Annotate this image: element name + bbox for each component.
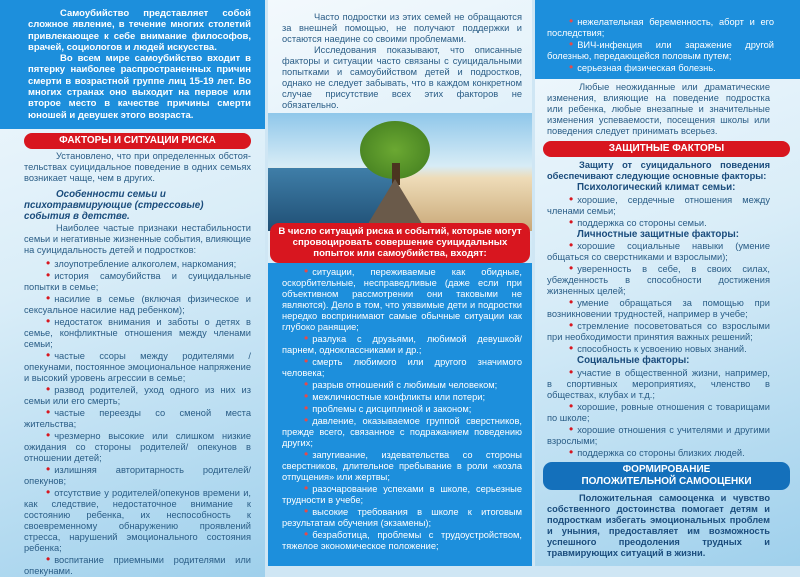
top-items-box xyxy=(535,0,800,79)
bullet-icon: • xyxy=(569,37,574,51)
right-panel xyxy=(535,0,800,566)
list-item xyxy=(547,398,770,424)
list-item xyxy=(282,526,522,552)
bullet-icon: • xyxy=(569,341,574,355)
list-item xyxy=(547,364,770,401)
list-item-text: хорошие, сердечные отношения между членами семьи; xyxy=(547,194,770,216)
bullet-icon: • xyxy=(46,461,51,476)
bullet-icon: • xyxy=(569,60,574,74)
bullet-icon: • xyxy=(46,313,51,328)
list-item xyxy=(282,446,522,483)
self-esteem-header xyxy=(543,462,790,490)
intro-box xyxy=(0,0,265,129)
intro-paragraph: Часто подростки из этих семей не обращаются за внешней помощью, не получают поддержки и остаются наедине со своими проблемами. xyxy=(282,12,522,44)
bullet-icon: • xyxy=(304,353,309,368)
protective-factors-header: ЗАЩИТНЫЕ ФАКТОРЫ xyxy=(543,141,790,157)
list-item-text: хорошие, ровные отношения с товарищами по школе; xyxy=(547,401,770,423)
bullet-icon: • xyxy=(304,412,309,427)
list-item-text: хорошие социальные навыки (умение общаться со сверстниками и взрослыми); xyxy=(547,241,770,262)
list-item xyxy=(282,480,522,506)
bullet-icon: • xyxy=(304,526,309,541)
list-item-text: участие в общественной жизни, например, в спортивных мероприятиях, членство в обществах, клубах и т.д.; xyxy=(547,367,770,400)
family-heading: Особенности семьи и психотравмирующие (стрессовые) события в детстве. xyxy=(24,188,204,223)
bullet-icon: • xyxy=(569,191,574,206)
list-item xyxy=(547,261,770,297)
list-item xyxy=(547,318,770,343)
list-item xyxy=(24,484,251,554)
list-item xyxy=(547,191,770,217)
bullet-icon: • xyxy=(569,364,574,379)
risk-factors-header: ФАКТОРЫ И СИТУАЦИИ РИСКА xyxy=(24,133,251,149)
protect-intro: Защиту от суицидального поведения обеспечивают следующие основные факторы: xyxy=(547,160,770,181)
list-item-text: стремление посоветоваться со взрослыми при необходимости принятия важных решений; xyxy=(547,321,770,342)
list-item xyxy=(547,214,770,229)
bullet-icon: • xyxy=(569,214,574,229)
bullet-icon: • xyxy=(569,261,574,275)
list-item xyxy=(282,400,522,415)
list-item xyxy=(547,421,770,447)
list-item-text: умение обращаться за помощью при возникновении трудностей, например в учебе; xyxy=(547,298,770,319)
list-item-text: отсутствие у родителей/опекунов времени и, как следствие, недостаточное внимание к состоянию ребенка, их неспособность к своевременному обнаружению проявлений стресса, нарушений эмоционального состояния ребенка; xyxy=(24,487,251,553)
bullet-icon: • xyxy=(46,381,51,396)
list-item-text: излишняя авторитарность родителей/опекунов; xyxy=(24,464,251,486)
list-item xyxy=(547,14,774,39)
list-item xyxy=(24,461,251,487)
list-item xyxy=(547,341,770,355)
bullet-icon: • xyxy=(304,446,309,461)
intro-paragraph: Во всем мире самоубийство входит в пятерку наиболее распространенных причин смерти в возрастной группе лиц 15-19 лет. Во многих странах оно выходит на первое или второе место в качестве причины смерти юношей и девушек этого возраста. xyxy=(28,53,251,121)
list-item xyxy=(24,267,251,293)
list-item-text: разрыв отношений с любимым человеком; xyxy=(312,379,498,390)
list-item xyxy=(24,427,251,464)
list-item-text: разлука с друзьями, любимой девушкой/ парнем, одноклассниками и др.; xyxy=(282,333,522,355)
list-item xyxy=(24,404,251,430)
personal-list xyxy=(547,238,770,355)
bullet-icon: • xyxy=(569,444,574,459)
self-esteem-text: Положительная самооценка и чувство собственного достоинства помогает детям и подросткам избегать эмоциональных проблем и уныния, предоставляет им возможность успешного преодоления трудных и травмирующих ситуаций в жизни. xyxy=(547,492,770,558)
personal-heading: Личностные защитные факторы: xyxy=(577,228,739,240)
list-item-text: частые переезды со сменой места жительства; xyxy=(24,407,251,429)
list-item xyxy=(282,376,522,391)
bullet-icon: • xyxy=(569,295,574,309)
list-item xyxy=(547,238,770,263)
list-item xyxy=(282,388,522,403)
list-item-text: ситуации, переживаемые как обидные, оскорбительные, несправедливые (даже если при объективном рассмотрении они таковыми не являются). Дело в том, что уязвимые дети и подростки нередко воспринимают самые обычные ситуации как глубоко ранящие; xyxy=(282,266,522,332)
bullet-icon: • xyxy=(569,238,574,252)
list-item xyxy=(547,60,774,74)
list-item-text: история самоубийства и суицидальные попытки в семье; xyxy=(24,270,251,292)
list-item-text: смерть любимого или другого значимого человека; xyxy=(282,356,522,378)
intro-paragraph: Самоубийство представляет собой сложное явление, в течение многих столетий привлекающее к себе внимание философов, врачей, социологов и людей искусства. xyxy=(28,8,251,53)
list-item xyxy=(24,381,251,407)
social-heading: Социальные факторы: xyxy=(577,355,690,366)
bullet-icon: • xyxy=(304,388,309,403)
left-panel xyxy=(0,0,265,577)
bullet-icon: • xyxy=(46,484,51,499)
list-item-text: злоупотребление алкоголем, наркомания; xyxy=(54,258,237,269)
list-item xyxy=(24,290,251,316)
list-item xyxy=(282,353,522,379)
self-esteem-header-line: ПОЛОЖИТЕЛЬНОЙ САМООЦЕНКИ xyxy=(581,475,752,487)
list-item xyxy=(282,263,522,333)
bullet-icon: • xyxy=(46,551,51,566)
list-item xyxy=(24,255,251,270)
list-item-text: нежелательная беременность, аборт и его последствия; xyxy=(547,17,774,38)
family-list xyxy=(24,255,251,577)
bullet-icon: • xyxy=(569,318,574,332)
list-item-text: поддержка со стороны близких людей. xyxy=(577,447,745,458)
list-item-text: чрезмерно высокие или слишком низкие ожидания со стороны родителей/ опекунов в отношении детей; xyxy=(24,430,251,463)
list-item-text: частые ссоры между родителями /опекунами, постоянное эмоциональное напряжение и высокий уровень агрессии в семье; xyxy=(24,350,251,383)
list-item xyxy=(547,295,770,320)
bullet-icon: • xyxy=(304,330,309,345)
list-item-text: безработица, проблемы с трудоустройством, тяжелое экономическое положение; xyxy=(282,529,522,551)
bullet-icon: • xyxy=(304,376,309,391)
list-item xyxy=(547,444,770,459)
list-item xyxy=(282,412,522,449)
list-item-text: воспитание приемными родителями или опекунами. xyxy=(24,554,251,576)
list-item-text: насилие в семье (включая физическое и сексуальное насилие над ребенком); xyxy=(24,293,251,315)
list-item xyxy=(282,503,522,529)
list-item-text: уверенность в себе, в своих силах, убежденность в способности достижения жизненных целей; xyxy=(547,264,770,296)
risk-intro: Установлено, что при определенных обстоя-тельствах суицидальное поведение в одних семьях возникает чаще, чем в других. xyxy=(24,150,251,183)
bullet-icon: • xyxy=(304,400,309,415)
psych-heading: Психологический климат семьи: xyxy=(577,182,736,193)
bullet-icon: • xyxy=(304,263,309,278)
list-item-text: разочарование успехами в школе, серьезные трудности в учебе; xyxy=(282,483,522,505)
list-item-text: хорошие отношения с учителями и другими взрослыми; xyxy=(547,424,770,446)
bullet-icon: • xyxy=(46,427,51,442)
bullet-icon: • xyxy=(46,267,51,282)
psych-list xyxy=(547,191,770,229)
list-item-text: межличностные конфликты или потери; xyxy=(312,391,486,402)
list-item-text: давление, оказываемое группой сверстников, прежде всего, связанное с подражанием поведению других; xyxy=(282,415,522,448)
bullet-icon: • xyxy=(569,14,574,28)
tree-bridge-image xyxy=(268,113,532,231)
risk-situations-banner: В число ситуаций риска и событий, которые могут спровоцировать совершение суицидальных попыток или самоубийства, входят: xyxy=(270,223,530,263)
family-intro: Наиболее частые признаки нестабильности семьи и негативные жизненные события, влияющие на суицидальность детей и подростков: xyxy=(24,222,251,255)
list-item xyxy=(282,330,522,356)
list-item-text: способность к усвоению новых знаний. xyxy=(577,344,747,354)
bullet-icon: • xyxy=(569,398,574,413)
bullet-icon: • xyxy=(46,404,51,419)
list-item-text: поддержка со стороны семьи. xyxy=(577,217,707,228)
risk-situations-list xyxy=(282,263,522,552)
bullet-icon: • xyxy=(46,347,51,362)
self-esteem-header-line: ФОРМИРОВАНИЕ xyxy=(622,463,711,475)
list-item-text: проблемы с дисциплиной и законом; xyxy=(312,403,472,414)
list-item xyxy=(24,347,251,384)
top-items-list xyxy=(547,14,774,74)
middle-panel xyxy=(268,0,532,566)
bullet-icon: • xyxy=(46,255,51,270)
list-item-text: запугивание, издевательства со стороны сверстников, длительное пребывание в роли «козла отпущения» или жертвы; xyxy=(282,449,522,482)
changes-paragraph: Любые неожиданные или драматические изменения, влияющие на поведение подростка или ребенка, любые внезапные и значительные изменения успеваемости, посещения школы или поведения следует принимать всерьез. xyxy=(547,82,770,136)
list-item-text: ВИЧ-инфекция или заражение другой болезнью, передающейся половым путем; xyxy=(547,40,774,61)
bullet-icon: • xyxy=(46,290,51,305)
bullet-icon: • xyxy=(304,480,309,495)
list-item-text: высокие требования в школе к итоговым результатам обучения (экзамены); xyxy=(282,506,522,528)
intro-paragraph: Исследования показывают, что описанные факторы и ситуации часто связаны с суицидальными попытками и самоубийством детей и подростков, однако не следует забывать, что в каждом конкретном случае присутствие всех этих факторов не обязательно. xyxy=(282,45,522,110)
list-item-text: развод родителей, уход одного из них из семьи или его смерть; xyxy=(24,384,251,406)
list-item-text: недостаток внимания и заботы о детях в семье, конфликтные отношения между членами семьи; xyxy=(24,316,251,349)
list-item xyxy=(547,37,774,62)
list-item-text: серьезная физическая болезнь. xyxy=(577,63,716,73)
list-item xyxy=(24,313,251,350)
social-list xyxy=(547,364,770,459)
bullet-icon: • xyxy=(304,503,309,518)
bullet-icon: • xyxy=(569,421,574,436)
risk-situations-box xyxy=(268,263,532,566)
